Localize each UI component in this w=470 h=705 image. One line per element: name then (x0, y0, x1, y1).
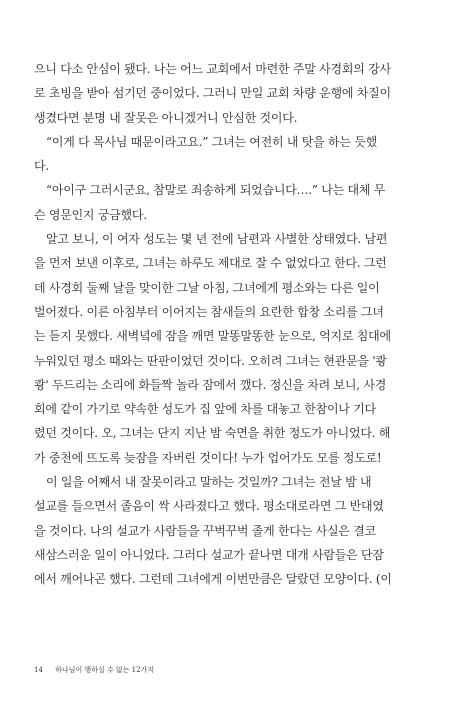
text-line: “이게 다 목사님 때문이라고요.” 그녀는 여전히 내 탓을 하는 듯했 (46, 134, 377, 149)
text-line: 데 사경회 둘째 날을 맞이한 그날 아침, 그녀에게 평소와는 다른 일이 (34, 280, 380, 295)
page-footer (34, 665, 154, 675)
running-book-title: 하나님이 행하실 수 없는 12가지 (55, 666, 155, 674)
text-line: 회에 같이 가기로 약속한 성도가 집 앞에 차를 대놓고 한참이나 기다 (34, 402, 376, 417)
text-line: 다. (34, 159, 49, 174)
text-line: 에서 깨어나곤 했다. 그런데 그녀에게 이번만큼은 달랐던 모양이다. (이 (34, 572, 392, 587)
text-line: 로 초빙을 받아 섬기던 중이었다. 그러니 만일 교회 차량 운행에 차질이 (34, 86, 391, 101)
text-line: 쾅' 두드리는 소리에 화들짝 놀라 잠에서 깼다. 정신을 차려 보니, 사경 (34, 377, 387, 392)
text-line: 설교를 들으면서 졸음이 싹 사라졌다고 했다. 평소대로라면 그 반대였 (34, 499, 384, 514)
body-text (34, 57, 436, 592)
text-line: 새삼스러운 일이 아니었다. 그러다 설교가 끝나면 대개 사람들은 단잠 (34, 547, 384, 562)
text-line: 는 듣지 못했다. 새벽녘에 잠을 깨면 말똥말똥한 눈으로, 억지로 침대에 (34, 329, 391, 344)
text-line: 렸던 것이다. 오, 그녀는 단지 지난 밤 숙면을 취한 정도가 아니었다. 해 (34, 426, 391, 441)
text-line: 가 중천에 뜨도록 늦잠을 자버린 것이다! 누가 업어가도 모를 정도로! (34, 450, 382, 465)
text-line: 벌어졌다. 이른 아침부터 이어지는 참새들의 요란한 합창 소리를 그녀 (34, 304, 384, 319)
text-line: 을 것이다. 나의 설교가 사람들을 꾸벅꾸벅 졸게 한다는 사실은 결코 (34, 523, 376, 538)
text-line: 이 일을 어째서 내 잘못이라고 말하는 것일까? 그녀는 전날 밤 내 (46, 475, 372, 490)
text-line: 누워있던 평소 때와는 딴판이었던 것이다. 오히려 그녀는 현관문을 '쾅 (34, 353, 387, 368)
text-line: “아이구 그러시군요, 참말로 죄송하게 되었습니다….” 나는 대체 무 (46, 183, 386, 198)
text-line: 으니 다소 안심이 됐다. 나는 어느 교회에서 마련한 주말 사경회의 강사 (34, 62, 391, 76)
text-line: 알고 보니, 이 여자 성도는 몇 년 전에 남편과 사별한 상태였다. 남편 (46, 232, 388, 247)
text-line: 슨 영문인지 궁금했다. (34, 207, 147, 222)
text-line: 생겼다면 분명 내 잘못은 아니겠거니 안심한 것이다. (34, 110, 298, 125)
page-number: 14 (34, 666, 43, 674)
text-line: 을 먼저 보낸 이후로, 그녀는 하루도 제대로 잘 수 없었다고 한다. 그런 (34, 256, 387, 271)
